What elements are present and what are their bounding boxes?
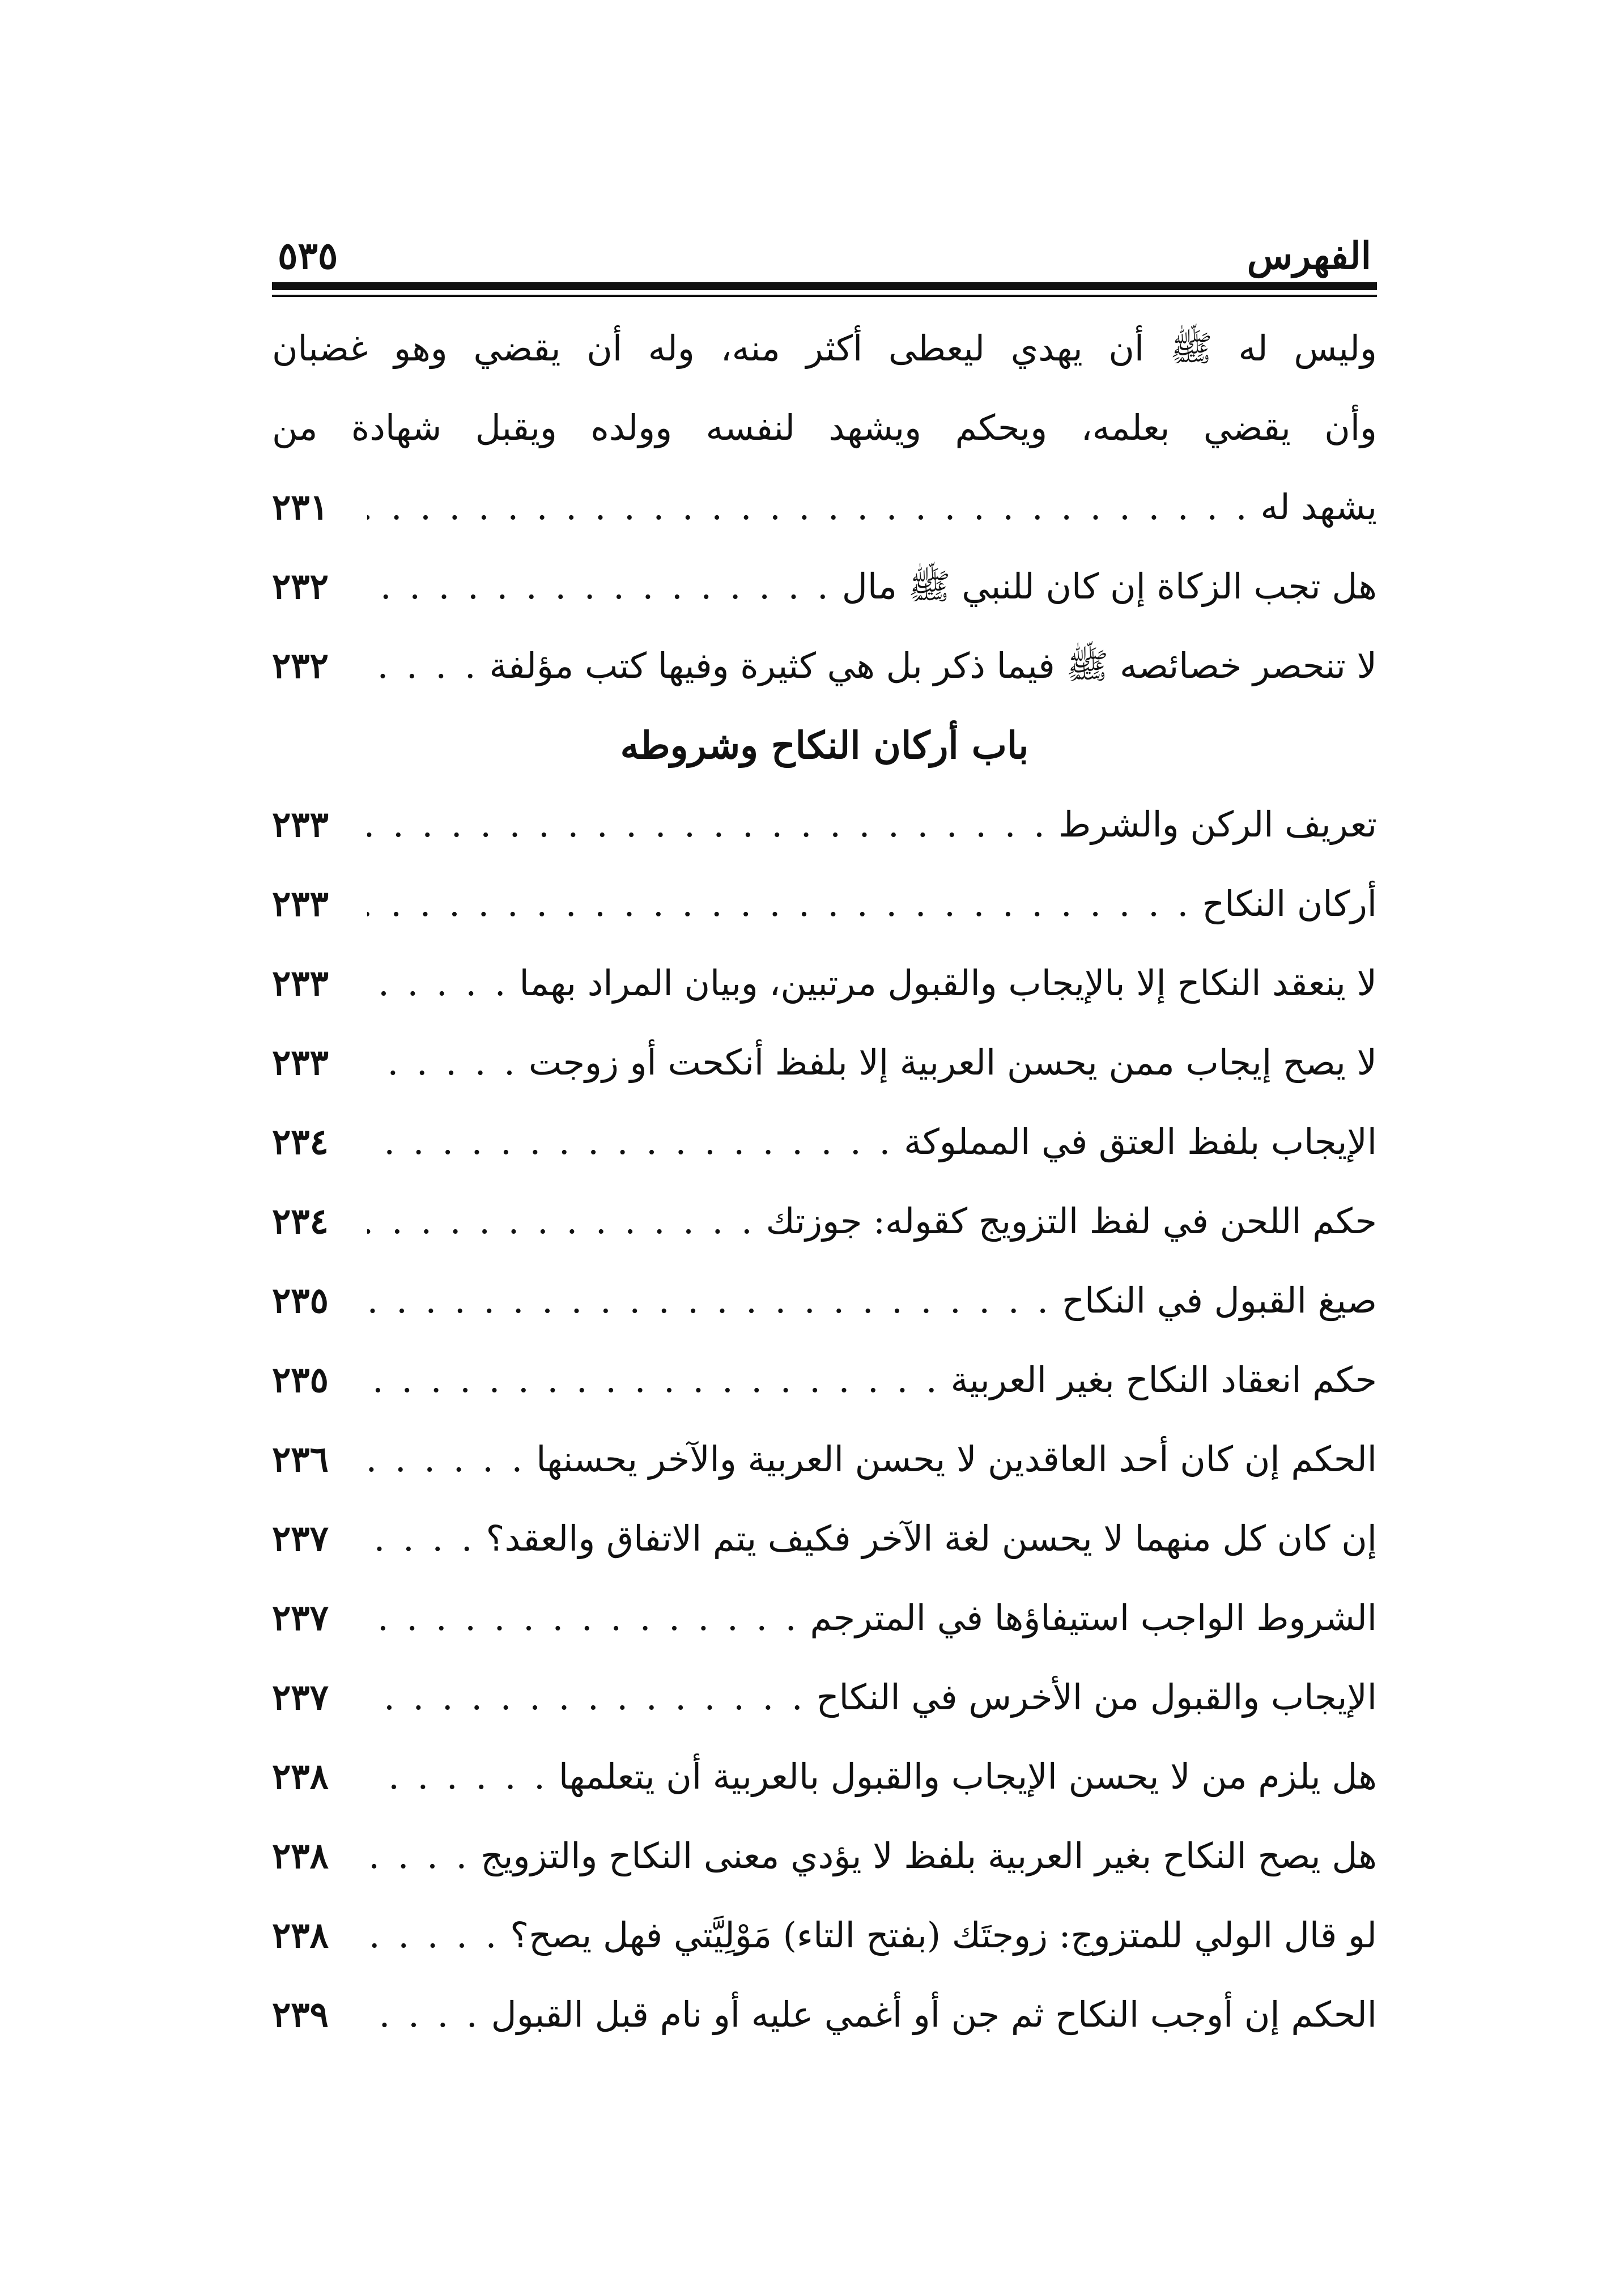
toc-entry bbox=[272, 626, 1377, 706]
toc-entry-page: ٢٣٣ bbox=[272, 1042, 329, 1083]
table-of-contents bbox=[272, 309, 1377, 2054]
toc-entry-text: لا ينعقد النكاح إلا بالإيجاب والقبول مرتبين، وبيان المراد بهما bbox=[519, 962, 1377, 1004]
dot-leader bbox=[367, 1896, 500, 1975]
continued-entry-line: وأن يقضي بعلمه، ويحكم ويشهد لنفسه وولده ويقبل شهادة من bbox=[272, 407, 1377, 448]
dot-leader bbox=[367, 1658, 806, 1737]
toc-entry-text: الحكم إن أوجب النكاح ثم جن أو أغمي عليه أو نام قبل القبول bbox=[491, 1994, 1377, 2035]
toc-entry bbox=[272, 1340, 1377, 1420]
toc-entry-page: ٢٣٥ bbox=[272, 1359, 329, 1400]
toc-entry bbox=[272, 1102, 1377, 1182]
toc-entry-text: لا تنحصر خصائصه ﷺ فيما ذكر بل هي كثيرة وفيها كتب مؤلفة bbox=[489, 645, 1377, 686]
toc-entry-page: ٢٣٥ bbox=[272, 1280, 329, 1321]
toc-entry bbox=[272, 1896, 1377, 1975]
toc-entry bbox=[272, 468, 1377, 547]
toc-entry bbox=[272, 785, 1377, 864]
dot-leader bbox=[367, 785, 1048, 864]
toc-entry-text: لا يصح إيجاب ممن يحسن العربية إلا بلفظ أنكحت أو زوجت bbox=[528, 1042, 1377, 1083]
toc-entry-page: ٢٣٨ bbox=[272, 1756, 329, 1797]
dot-leader bbox=[367, 547, 832, 626]
dot-leader bbox=[367, 1102, 894, 1182]
toc-entry-text: إن كان كل منهما لا يحسن لغة الآخر فكيف يتم الاتفاق والعقد؟ bbox=[486, 1518, 1377, 1559]
dot-leader bbox=[367, 468, 1250, 547]
toc-entry bbox=[272, 1816, 1377, 1896]
section-heading: باب أركان النكاح وشروطه bbox=[620, 723, 1029, 767]
toc-entry-text: هل تجب الزكاة إن كان للنبي ﷺ مال bbox=[841, 566, 1377, 607]
toc-entry-text: الإيجاب بلفظ العتق في المملوكة bbox=[904, 1121, 1377, 1162]
toc-entry-page: ٢٣٧ bbox=[272, 1676, 329, 1718]
toc-entry-page: ٢٣٣ bbox=[272, 883, 329, 924]
dot-leader bbox=[367, 1578, 800, 1658]
continued-entry-line: وليس له ﷺ أن يهدي ليعطى أكثر منه، وله أن يقضي وهو غضبان bbox=[272, 328, 1377, 369]
toc-entry-text: حكم انعقاد النكاح بغير العربية bbox=[950, 1359, 1377, 1400]
toc-entry bbox=[272, 864, 1377, 944]
toc-entry-page: ٢٣٨ bbox=[272, 1835, 329, 1876]
dot-leader bbox=[367, 626, 479, 706]
toc-entry-text: الحكم إن كان أحد العاقدين لا يحسن العربية والآخر يحسنها bbox=[536, 1438, 1377, 1480]
toc-entry bbox=[272, 1578, 1377, 1658]
dot-leader bbox=[367, 1023, 518, 1102]
running-header bbox=[272, 215, 1377, 278]
toc-entry bbox=[272, 1499, 1377, 1578]
toc-entry-page: ٢٣٩ bbox=[272, 1994, 329, 2035]
toc-entry bbox=[272, 1023, 1377, 1102]
toc-entry bbox=[272, 1420, 1377, 1499]
dot-leader bbox=[367, 1737, 549, 1816]
toc-entry-page: ٢٣٢ bbox=[272, 645, 329, 686]
toc-entry-page: ٢٣٦ bbox=[272, 1438, 329, 1480]
dot-leader bbox=[367, 1499, 476, 1578]
header-rule-thin bbox=[272, 295, 1377, 297]
toc-entry-page: ٢٣٧ bbox=[272, 1597, 329, 1638]
header-title: الفهرس bbox=[1247, 233, 1371, 278]
header-rule-thick bbox=[272, 282, 1377, 290]
dot-leader bbox=[367, 864, 1192, 944]
toc-entry-text: لو قال الولي للمتزوج: زوجتَك (بفتح التاء) مَوْلِيَّتي فهل يصح؟ bbox=[510, 1914, 1377, 1956]
toc-entry bbox=[272, 944, 1377, 1023]
dot-leader bbox=[367, 1975, 481, 2054]
toc-entry bbox=[272, 1658, 1377, 1737]
toc-entry-page: ٢٣٣ bbox=[272, 804, 329, 845]
toc-entry bbox=[272, 547, 1377, 626]
toc-entry-page: ٢٣٤ bbox=[272, 1121, 329, 1162]
index-page bbox=[272, 215, 1377, 2142]
toc-entry-text: هل يلزم من لا يحسن الإيجاب والقبول بالعربية أن يتعلمها bbox=[558, 1756, 1377, 1797]
dot-leader bbox=[367, 944, 509, 1023]
toc-entry-page: ٢٣٤ bbox=[272, 1200, 329, 1242]
toc-entry-page: ٢٣٣ bbox=[272, 962, 329, 1004]
toc-entry-text: يشهد له bbox=[1260, 486, 1377, 528]
toc-entry bbox=[272, 1975, 1377, 2054]
toc-entry-text: تعريف الركن والشرط bbox=[1058, 804, 1377, 845]
header-page-number: ٥٣٥ bbox=[278, 233, 338, 278]
toc-entry-page: ٢٣٨ bbox=[272, 1914, 329, 1956]
dot-leader bbox=[367, 1340, 941, 1420]
toc-entry-page: ٢٣٢ bbox=[272, 566, 329, 607]
toc-entry-text: أركان النكاح bbox=[1202, 883, 1377, 924]
toc-entry-text: الشروط الواجب استيفاؤها في المترجم bbox=[810, 1597, 1377, 1638]
dot-leader bbox=[367, 1261, 1052, 1340]
toc-entry-text: صيغ القبول في النكاح bbox=[1061, 1280, 1377, 1321]
toc-entry bbox=[272, 1261, 1377, 1340]
toc-entry-text: حكم اللحن في لفظ التزويج كقوله: جوزتك bbox=[766, 1200, 1377, 1242]
toc-entry-page: ٢٣١ bbox=[272, 486, 329, 528]
toc-entry bbox=[272, 1182, 1377, 1261]
toc-entry-text: هل يصح النكاح بغير العربية بلفظ لا يؤدي معنى النكاح والتزويج bbox=[481, 1835, 1377, 1876]
dot-leader bbox=[367, 1420, 526, 1499]
dot-leader bbox=[367, 1182, 756, 1261]
toc-entry bbox=[272, 1737, 1377, 1816]
dot-leader bbox=[367, 1816, 470, 1896]
toc-entry-page: ٢٣٧ bbox=[272, 1518, 329, 1559]
toc-entry-text: الإيجاب والقبول من الأخرس في النكاح bbox=[816, 1676, 1377, 1718]
